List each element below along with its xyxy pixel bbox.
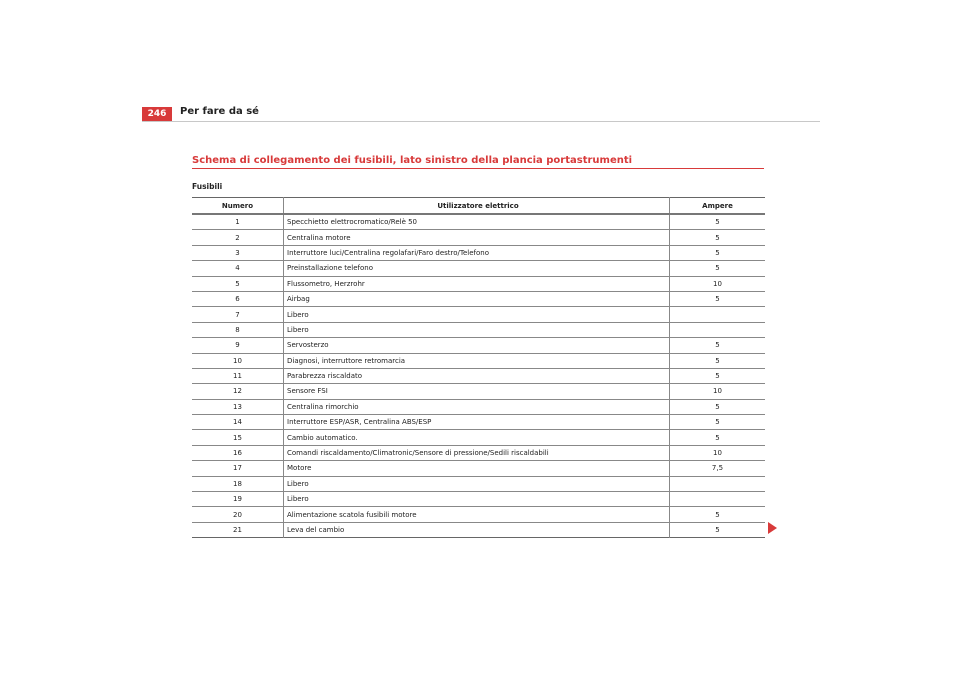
cell-number: 17 — [192, 461, 284, 476]
cell-consumer: Parabrezza riscaldato — [284, 368, 670, 383]
table-row — [192, 214, 765, 230]
cell-ampere: 5 — [670, 353, 766, 368]
column-header-ampere: Ampere — [670, 198, 766, 215]
table-row — [192, 445, 765, 460]
cell-ampere: 5 — [670, 214, 766, 230]
table-row — [192, 384, 765, 399]
cell-consumer: Motore — [284, 461, 670, 476]
table-row — [192, 307, 765, 322]
table-row — [192, 353, 765, 368]
table-row — [192, 507, 765, 522]
cell-number: 21 — [192, 522, 284, 537]
table-row — [192, 322, 765, 337]
cell-ampere: 5 — [670, 368, 766, 383]
cell-number: 15 — [192, 430, 284, 445]
cell-number: 11 — [192, 368, 284, 383]
fuse-table-body — [192, 214, 765, 538]
cell-ampere: 5 — [670, 245, 766, 260]
cell-consumer: Leva del cambio — [284, 522, 670, 537]
cell-number: 14 — [192, 415, 284, 430]
cell-consumer: Airbag — [284, 291, 670, 306]
cell-number: 8 — [192, 322, 284, 337]
cell-number: 4 — [192, 261, 284, 276]
cell-ampere: 5 — [670, 291, 766, 306]
cell-consumer: Libero — [284, 476, 670, 491]
cell-consumer: Interruttore luci/Centralina regolafari/Faro destro/Telefono — [284, 245, 670, 260]
page-number: 246 — [142, 107, 172, 121]
cell-consumer: Comandi riscaldamento/Climatronic/Sensore di pressione/Sedili riscaldabili — [284, 445, 670, 460]
cell-number: 13 — [192, 399, 284, 414]
column-header-number: Numero — [192, 198, 284, 215]
column-header-consumer: Utilizzatore elettrico — [284, 198, 670, 215]
table-row — [192, 338, 765, 353]
cell-consumer: Servosterzo — [284, 338, 670, 353]
table-row — [192, 245, 765, 260]
cell-ampere: 5 — [670, 415, 766, 430]
table-row — [192, 291, 765, 306]
table-row — [192, 430, 765, 445]
cell-consumer: Centralina rimorchio — [284, 399, 670, 414]
cell-consumer: Centralina motore — [284, 230, 670, 245]
cell-ampere: 5 — [715, 526, 720, 534]
cell-number: 18 — [192, 476, 284, 491]
cell-consumer: Flussometro, Herzrohr — [284, 276, 670, 291]
table-row — [192, 461, 765, 476]
cell-number: 5 — [192, 276, 284, 291]
cell-consumer: Preinstallazione telefono — [284, 261, 670, 276]
table-row — [192, 399, 765, 414]
cell-consumer: Diagnosi, interruttore retromarcia — [284, 353, 670, 368]
table-row — [192, 276, 765, 291]
table-row — [192, 230, 765, 245]
cell-consumer: Libero — [284, 322, 670, 337]
cell-ampere — [670, 492, 766, 507]
cell-number: 3 — [192, 245, 284, 260]
cell-number: 10 — [192, 353, 284, 368]
cell-number: 20 — [192, 507, 284, 522]
cell-consumer: Interruttore ESP/ASR, Centralina ABS/ESP — [284, 415, 670, 430]
cell-number: 12 — [192, 384, 284, 399]
cell-number: 6 — [192, 291, 284, 306]
cell-consumer: Libero — [284, 307, 670, 322]
table-row — [192, 476, 765, 491]
cell-ampere: 10 — [670, 384, 766, 399]
cell-consumer: Cambio automatico. — [284, 430, 670, 445]
subheading: Fusibili — [192, 182, 223, 191]
cell-ampere: 5 — [670, 430, 766, 445]
cell-number: 7 — [192, 307, 284, 322]
cell-ampere: 10 — [670, 276, 766, 291]
page-header-title: Per fare da sé — [180, 106, 259, 117]
table-row — [192, 415, 765, 430]
cell-number: 9 — [192, 338, 284, 353]
cell-number: 1 — [192, 214, 284, 230]
cell-ampere: 5 — [670, 261, 766, 276]
cell-ampere: 10 — [670, 445, 766, 460]
next-page-arrow-icon — [768, 522, 777, 534]
cell-number: 2 — [192, 230, 284, 245]
header-divider — [142, 121, 820, 122]
fuse-table — [192, 197, 765, 538]
cell-ampere: 5 — [670, 230, 766, 245]
cell-number: 19 — [192, 492, 284, 507]
cell-consumer: Specchietto elettrocromatico/Relè 50 — [284, 214, 670, 230]
cell-ampere: 5 — [670, 338, 766, 353]
cell-ampere — [670, 322, 766, 337]
cell-ampere — [670, 476, 766, 491]
cell-consumer: Sensore FSI — [284, 384, 670, 399]
table-row — [192, 492, 765, 507]
cell-ampere: 7,5 — [670, 461, 766, 476]
table-row — [192, 368, 765, 383]
cell-ampere: 5 — [670, 507, 766, 522]
cell-ampere — [670, 307, 766, 322]
table-row — [192, 522, 765, 537]
cell-consumer: Alimentazione scatola fusibili motore — [284, 507, 670, 522]
cell-consumer: Libero — [284, 492, 670, 507]
cell-ampere: 5 — [670, 399, 766, 414]
cell-number: 16 — [192, 445, 284, 460]
table-header-row — [192, 198, 765, 215]
section-divider — [192, 168, 764, 169]
section-title: Schema di collegamento dei fusibili, lato sinistro della plancia portastrumenti — [192, 155, 633, 166]
table-row — [192, 261, 765, 276]
